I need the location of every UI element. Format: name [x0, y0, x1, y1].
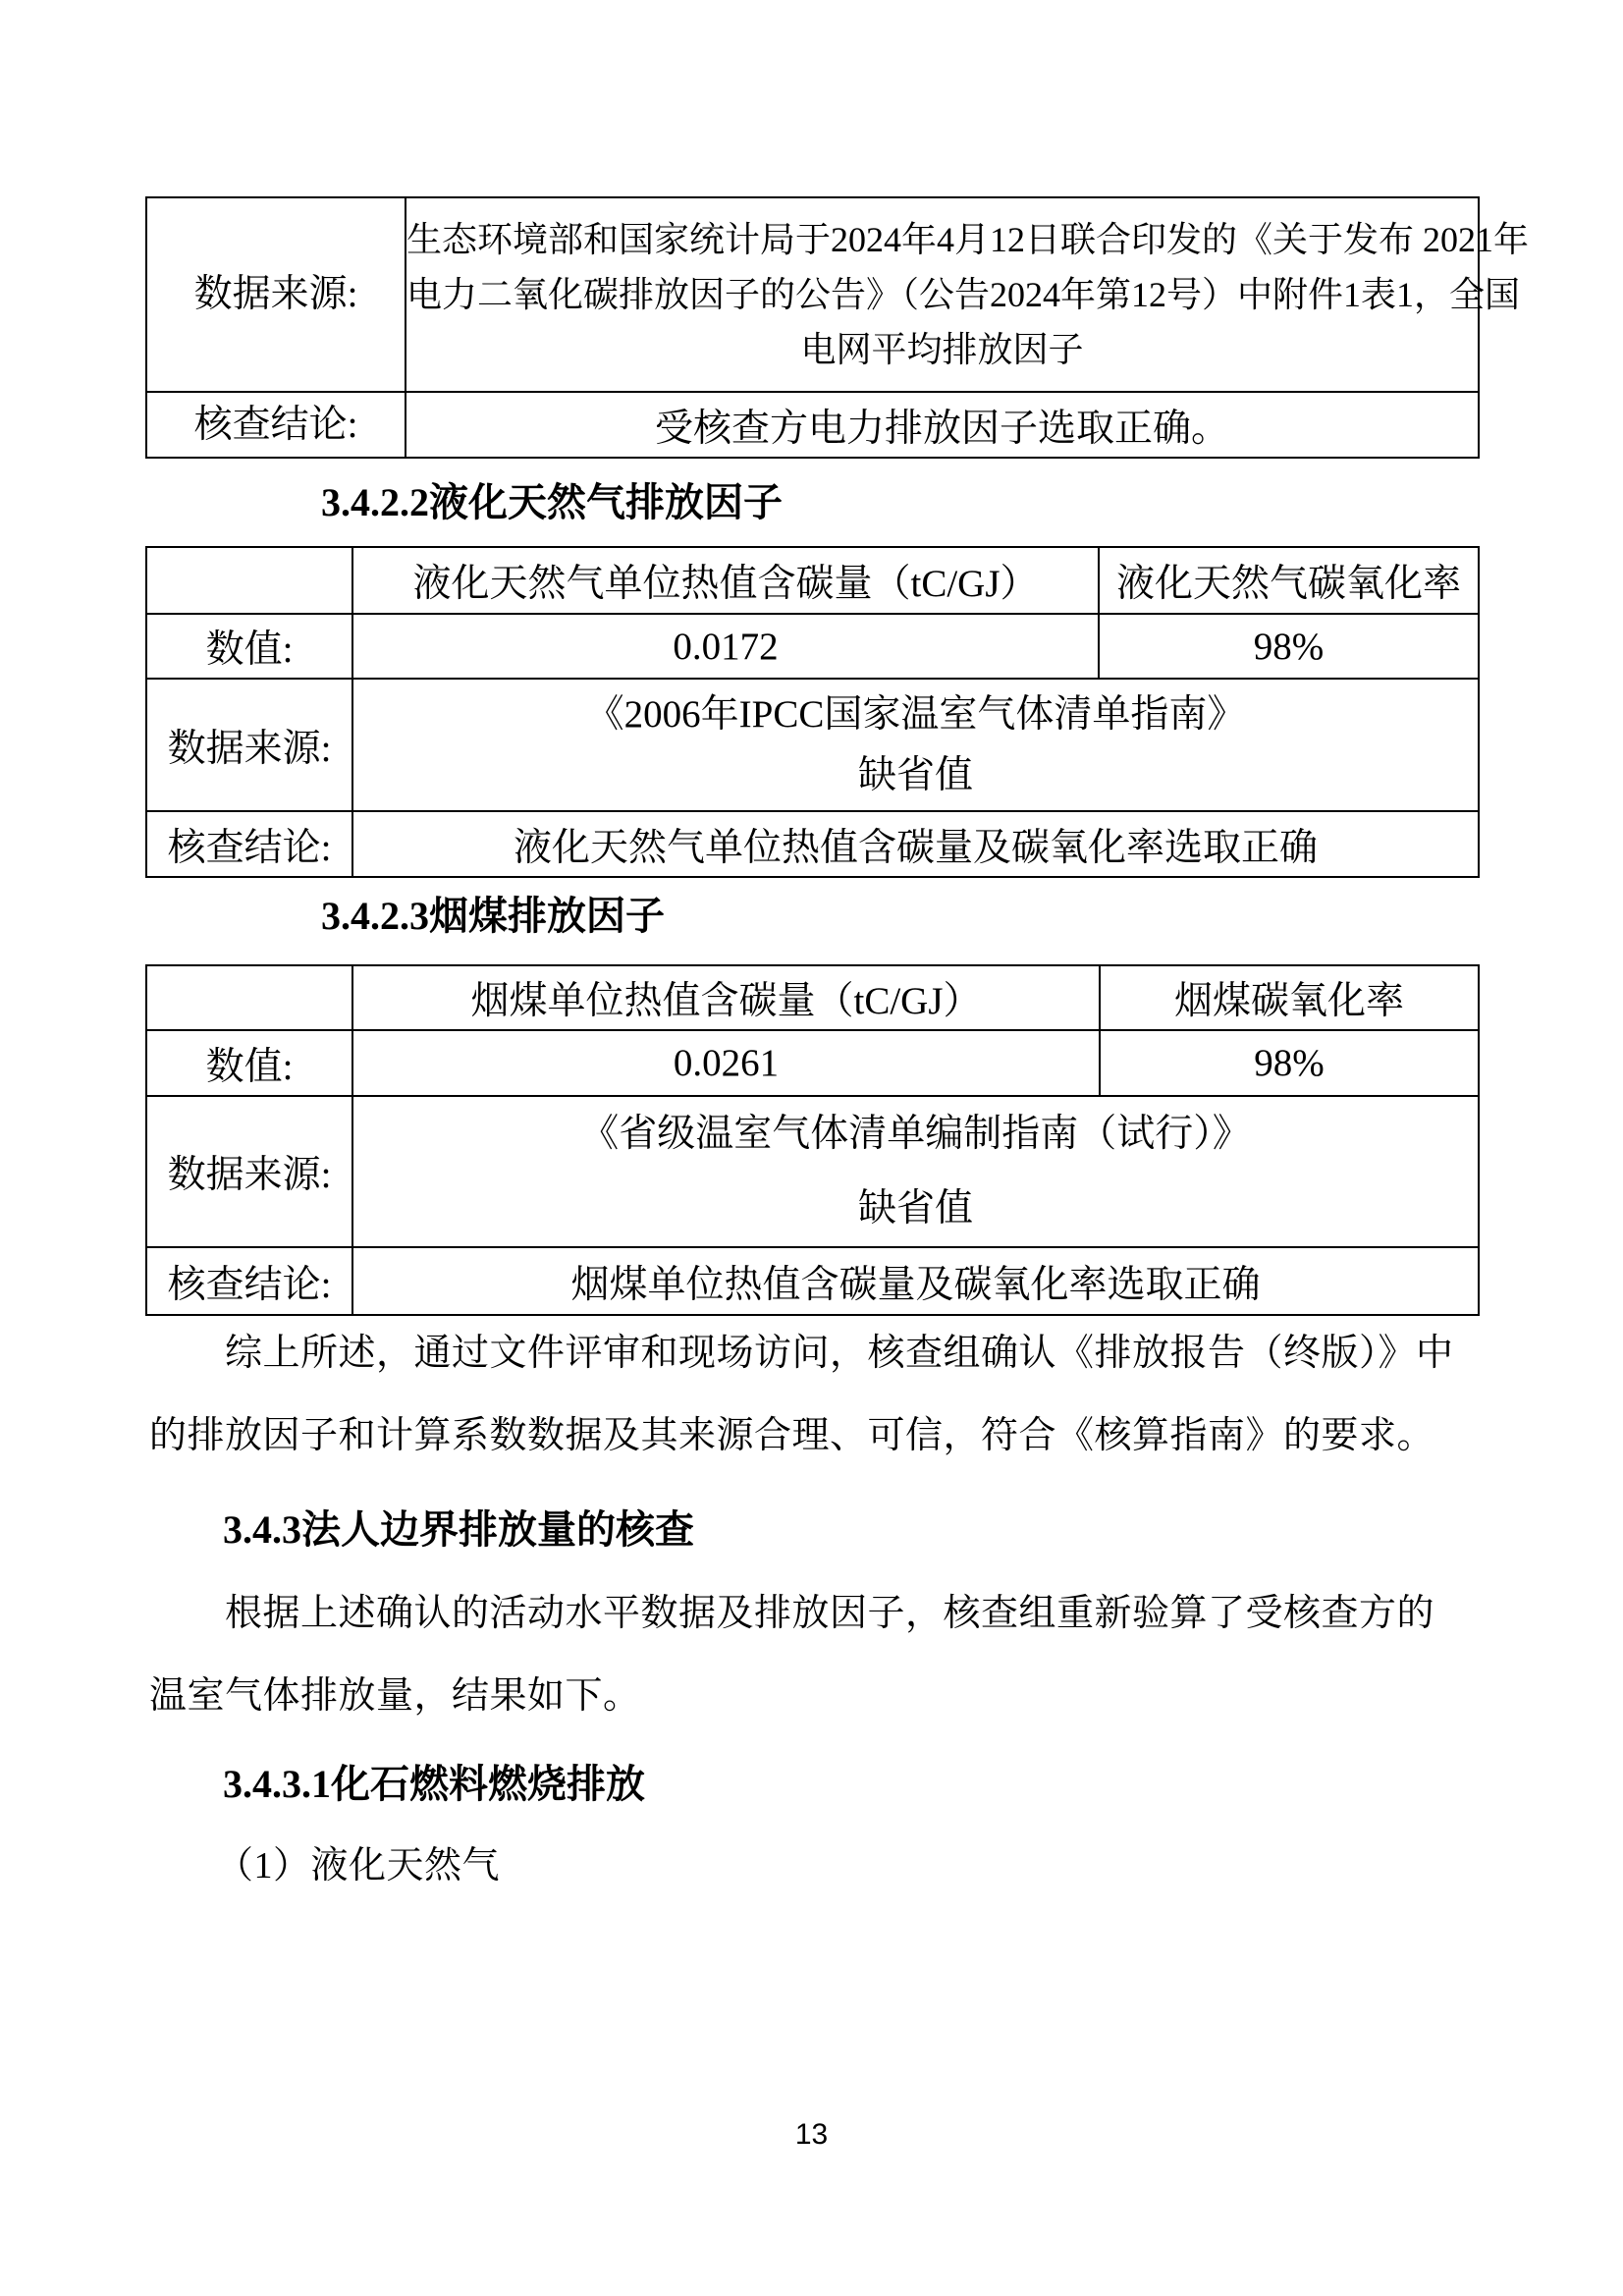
carbon-content-value: 0.0261: [352, 1030, 1100, 1096]
table-header-row: [146, 965, 1479, 1030]
row-label-conclusion: 核查结论:: [146, 1247, 352, 1315]
section-number: 3.4.3: [223, 1507, 301, 1552]
header-carbon-content: 液化天然气单位热值含碳量（tC/GJ）: [352, 547, 1099, 614]
row-label-value: 数值:: [146, 614, 352, 679]
paragraph-summary-line-2: 的排放因子和计算系数数据及其来源合理、可信，符合《核算指南》的要求。: [149, 1415, 1435, 1456]
data-source-cell: [352, 1096, 1479, 1247]
header-carbon-content: 烟煤单位热值含碳量（tC/GJ）: [352, 965, 1100, 1030]
section-heading-3-4-3: [223, 1503, 694, 1558]
paragraph-summary-line-1: 综上所述，通过文件评审和现场访问，核查组确认《排放报告（终版）》中: [225, 1333, 1454, 1374]
source-line: 生态环境部和国家统计局于2024年4月12日联合印发的《关于发布 2021年: [406, 220, 1530, 259]
empty-header-cell: [146, 547, 352, 614]
carbon-content-value: 0.0172: [352, 614, 1099, 679]
page-number: 13: [794, 2118, 829, 2151]
table-power-emission-factor: [145, 196, 1530, 459]
source-row: [146, 1096, 1479, 1247]
row-label-conclusion: 核查结论:: [146, 811, 352, 877]
row-label-data-source: [146, 197, 406, 392]
source-line: 《省级温室气体清单编制指南（试行）》: [580, 1113, 1251, 1155]
table-coal-emission-factor: [145, 964, 1480, 1316]
data-source-cell: [352, 679, 1479, 811]
oxidation-rate-value: 98%: [1100, 1030, 1479, 1096]
row-label-data-source: 数据来源:: [146, 1096, 352, 1247]
row-label-conclusion: [146, 392, 406, 458]
paragraph-recheck-line-2: 温室气体排放量，结果如下。: [149, 1675, 641, 1717]
paragraph-recheck-line-1: 根据上述确认的活动水平数据及排放因子，核查组重新验算了受核查方的: [225, 1593, 1435, 1634]
list-item-lng: （1）液化天然气: [216, 1845, 501, 1886]
conclusion-row: [146, 811, 1479, 877]
header-oxidation-rate: 烟煤碳氧化率: [1100, 965, 1479, 1030]
conclusion-row: [146, 1247, 1479, 1315]
row-label-data-source: 数据来源:: [146, 679, 352, 811]
source-line: 电力二氧化碳排放因子的公告》（公告2024年第12号）中附件1表1，全国: [406, 275, 1521, 314]
conclusion-cell: 受核查方电力排放因子选取正确。: [406, 392, 1479, 458]
section-number: 3.4.3.1: [223, 1762, 331, 1806]
source-row: [146, 679, 1479, 811]
table-lng-emission-factor: [145, 546, 1480, 878]
section-heading-3-4-3-1: [223, 1757, 645, 1812]
source-line: 电网平均排放因子: [800, 330, 1084, 369]
section-heading-3-4-2-3: [321, 889, 665, 944]
section-heading-3-4-2-2: [321, 475, 783, 530]
empty-header-cell: [146, 965, 352, 1030]
section-title: 法人边界排放量的核查: [301, 1507, 694, 1552]
section-title: 液化天然气排放因子: [429, 480, 783, 524]
row-label-text: 数据来源:: [193, 273, 358, 315]
table-header-row: [146, 547, 1479, 614]
source-line: 《2006年IPCC国家温室气体清单指南》: [585, 692, 1246, 736]
row-label-text: 核查结论:: [193, 403, 358, 446]
table-row: [146, 392, 1479, 458]
source-line: 缺省值: [857, 1187, 973, 1230]
value-row: [146, 1030, 1479, 1096]
row-label-value: 数值:: [146, 1030, 352, 1096]
conclusion-cell: 液化天然气单位热值含碳量及碳氧化率选取正确: [352, 811, 1479, 877]
conclusion-cell: 烟煤单位热值含碳量及碳氧化率选取正确: [352, 1247, 1479, 1315]
data-source-cell: [406, 197, 1530, 392]
oxidation-rate-value: 98%: [1099, 614, 1479, 679]
header-oxidation-rate: 液化天然气碳氧化率: [1099, 547, 1479, 614]
section-number: 3.4.2.3: [321, 894, 429, 938]
table-row: [146, 197, 1479, 392]
section-title: 化石燃料燃烧排放: [331, 1762, 645, 1806]
source-line: 缺省值: [857, 753, 973, 796]
section-title: 烟煤排放因子: [429, 894, 665, 938]
value-row: [146, 614, 1479, 679]
section-number: 3.4.2.2: [321, 480, 429, 524]
